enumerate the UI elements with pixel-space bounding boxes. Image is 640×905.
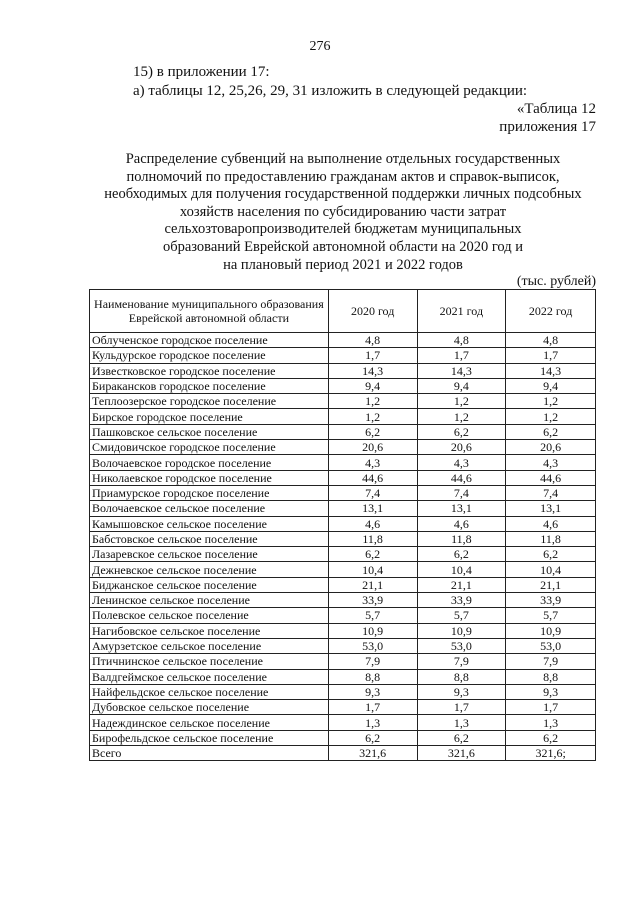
- value-2020: 10,4: [328, 562, 417, 577]
- value-2020: 20,6: [328, 440, 417, 455]
- value-2021: 44,6: [417, 470, 506, 485]
- value-2022: 8,8: [506, 669, 596, 684]
- table-row: [90, 562, 596, 577]
- value-2020: 14,3: [328, 363, 417, 378]
- table-row: [90, 623, 596, 638]
- value-2022: 6,2: [506, 547, 596, 562]
- municipality-name: Пашковское сельское поселение: [90, 424, 329, 439]
- value-2021: 20,6: [417, 440, 506, 455]
- table-row: [90, 608, 596, 623]
- value-2021: 33,9: [417, 593, 506, 608]
- municipality-name: Валдгеймское сельское поселение: [90, 669, 329, 684]
- value-2022: 4,8: [506, 333, 596, 348]
- header-2022: 2022 год: [506, 290, 596, 333]
- value-2021: 11,8: [417, 531, 506, 546]
- table-row: [90, 424, 596, 439]
- municipality-name: Лазаревское сельское поселение: [90, 547, 329, 562]
- value-2021: 6,2: [417, 547, 506, 562]
- value-2020: 1,2: [328, 409, 417, 424]
- table-row: [90, 333, 596, 348]
- table-row: [90, 470, 596, 485]
- municipality-name: Ленинское сельское поселение: [90, 593, 329, 608]
- table-row: [90, 485, 596, 500]
- value-2022: 1,7: [506, 700, 596, 715]
- municipality-name: Смидовичское городское поселение: [90, 440, 329, 455]
- value-2020: 1,2: [328, 394, 417, 409]
- table-row: [90, 378, 596, 393]
- value-2022: 4,3: [506, 455, 596, 470]
- municipality-name: Биракансков городское поселение: [90, 378, 329, 393]
- municipality-name: Бабстовское сельское поселение: [90, 531, 329, 546]
- value-2022: 44,6: [506, 470, 596, 485]
- municipality-name: Приамурское городское поселение: [90, 485, 329, 500]
- value-2021: 21,1: [417, 577, 506, 592]
- table-header-row: [90, 290, 596, 333]
- value-2021: 7,4: [417, 485, 506, 500]
- table-row: [90, 638, 596, 653]
- intro-line-2: а) таблицы 12, 25,26, 29, 31 изложить в следующей редакции:: [133, 83, 528, 99]
- value-2020: 4,8: [328, 333, 417, 348]
- municipality-name: Птичнинское сельское поселение: [90, 654, 329, 669]
- table-row: [90, 669, 596, 684]
- value-2022: 5,7: [506, 608, 596, 623]
- municipality-name: Волочаевское сельское поселение: [90, 501, 329, 516]
- heading-line: на плановый период 2021 и 2022 годов: [223, 256, 463, 273]
- value-2020: 7,4: [328, 485, 417, 500]
- value-2022: 1,7: [506, 348, 596, 363]
- table-row: [90, 730, 596, 745]
- value-2021: 4,3: [417, 455, 506, 470]
- value-2020: 4,6: [328, 516, 417, 531]
- value-2020: 9,3: [328, 684, 417, 699]
- municipality-name: Дубовское сельское поселение: [90, 700, 329, 715]
- municipality-name: Известковское городское поселение: [90, 363, 329, 378]
- value-2020: 6,2: [328, 730, 417, 745]
- value-2022: 4,6: [506, 516, 596, 531]
- value-2022: 9,3: [506, 684, 596, 699]
- value-2021: 1,3: [417, 715, 506, 730]
- value-2020: 1,7: [328, 348, 417, 363]
- table-row: [90, 700, 596, 715]
- value-2022: 10,9: [506, 623, 596, 638]
- municipality-name: Нагибовское сельское поселение: [90, 623, 329, 638]
- value-2021: 14,3: [417, 363, 506, 378]
- municipality-name: Полевское сельское поселение: [90, 608, 329, 623]
- value-2021: 4,8: [417, 333, 506, 348]
- value-2022: 6,2: [506, 424, 596, 439]
- value-2021: 9,3: [417, 684, 506, 699]
- value-2022: 6,2: [506, 730, 596, 745]
- municipality-name: Биджанское сельское поселение: [90, 577, 329, 592]
- municipality-name: Амурзетское сельское поселение: [90, 638, 329, 653]
- value-2020: 11,8: [328, 531, 417, 546]
- table-row: [90, 593, 596, 608]
- value-2022: 9,4: [506, 378, 596, 393]
- value-2020: 6,2: [328, 424, 417, 439]
- table-reference: «Таблица 12: [516, 101, 596, 117]
- table-row: [90, 715, 596, 730]
- municipality-name: Бирофельдское сельское поселение: [90, 730, 329, 745]
- value-2020: 21,1: [328, 577, 417, 592]
- table-row: [90, 394, 596, 409]
- value-2021: 5,7: [417, 608, 506, 623]
- value-2020: 33,9: [328, 593, 417, 608]
- value-2022: 11,8: [506, 531, 596, 546]
- value-2020: 9,4: [328, 378, 417, 393]
- value-2021: 1,2: [417, 409, 506, 424]
- heading-line: Распределение субвенций на выполнение отдельных государственных: [125, 151, 561, 167]
- table-row: [90, 501, 596, 516]
- value-2022: 1,2: [506, 394, 596, 409]
- table-row: [90, 363, 596, 378]
- value-2022: 14,3: [506, 363, 596, 378]
- value-2021: 53,0: [417, 638, 506, 653]
- value-2022: 7,9: [506, 654, 596, 669]
- table-row: [90, 577, 596, 592]
- header-municipality: Наименование муниципального образования Еврейской автономной области: [90, 290, 329, 333]
- value-2021: 1,7: [417, 348, 506, 363]
- heading-line: необходимых для получения государственной поддержки личных подсобных: [104, 186, 582, 203]
- heading-line: сельхозтоваропроизводителей бюджетам муниципальных: [164, 221, 522, 238]
- value-2022: 1,2: [506, 409, 596, 424]
- header-2021: 2021 год: [417, 290, 506, 333]
- value-2020: 8,8: [328, 669, 417, 684]
- value-2020: 10,9: [328, 623, 417, 638]
- value-2020: 7,9: [328, 654, 417, 669]
- municipality-name: Дежневское сельское поселение: [90, 562, 329, 577]
- table-total-row: [90, 746, 596, 761]
- value-2021: 1,7: [417, 700, 506, 715]
- unit-label: (тыс. рублей): [516, 274, 596, 289]
- heading-line: полномочий по предоставлению гражданам актов и справок-выписок,: [126, 168, 560, 185]
- municipality-name: Теплоозерское городское поселение: [90, 394, 329, 409]
- value-2022: 7,4: [506, 485, 596, 500]
- municipality-name: Камышовское сельское поселение: [90, 516, 329, 531]
- value-2020: 1,7: [328, 700, 417, 715]
- municipality-name: Найфельдское сельское поселение: [90, 684, 329, 699]
- municipality-name: Облученское городское поселение: [90, 333, 329, 348]
- value-2021: 6,2: [417, 730, 506, 745]
- value-2022: 13,1: [506, 501, 596, 516]
- table-row: [90, 409, 596, 424]
- total-label: Всего: [90, 746, 329, 761]
- total-2020: 321,6: [328, 746, 417, 761]
- municipality-name: Николаевское городское поселение: [90, 470, 329, 485]
- table-row: [90, 516, 596, 531]
- municipality-name: Надеждинское сельское поселение: [90, 715, 329, 730]
- value-2020: 6,2: [328, 547, 417, 562]
- table-row: [90, 348, 596, 363]
- value-2021: 10,9: [417, 623, 506, 638]
- value-2021: 13,1: [417, 501, 506, 516]
- table-row: [90, 684, 596, 699]
- table-row: [90, 547, 596, 562]
- total-2021: 321,6: [417, 746, 506, 761]
- value-2022: 33,9: [506, 593, 596, 608]
- value-2022: 10,4: [506, 562, 596, 577]
- value-2021: 4,6: [417, 516, 506, 531]
- value-2022: 53,0: [506, 638, 596, 653]
- subvention-table: [89, 289, 596, 761]
- value-2021: 1,2: [417, 394, 506, 409]
- heading-line: образований Еврейской автономной области на 2020 год и: [162, 238, 524, 255]
- value-2021: 9,4: [417, 378, 506, 393]
- municipality-name: Кульдурское городское поселение: [90, 348, 329, 363]
- value-2021: 7,9: [417, 654, 506, 669]
- value-2020: 5,7: [328, 608, 417, 623]
- value-2022: 20,6: [506, 440, 596, 455]
- value-2020: 1,3: [328, 715, 417, 730]
- appendix-reference: приложения 17: [499, 119, 596, 135]
- heading-line: хозяйств населения по субсидированию части затрат: [179, 203, 507, 220]
- municipality-name: Волочаевское городское поселение: [90, 455, 329, 470]
- table-body: [90, 333, 596, 761]
- table-row: [90, 654, 596, 669]
- value-2022: 21,1: [506, 577, 596, 592]
- value-2021: 6,2: [417, 424, 506, 439]
- value-2020: 4,3: [328, 455, 417, 470]
- header-2020: 2020 год: [328, 290, 417, 333]
- total-2022: 321,6;: [506, 746, 596, 761]
- value-2021: 8,8: [417, 669, 506, 684]
- value-2020: 53,0: [328, 638, 417, 653]
- value-2020: 44,6: [328, 470, 417, 485]
- table-heading: [90, 151, 596, 274]
- table-row: [90, 531, 596, 546]
- page-number: 276: [309, 39, 331, 54]
- value-2020: 13,1: [328, 501, 417, 516]
- value-2021: 10,4: [417, 562, 506, 577]
- table-row: [90, 455, 596, 470]
- table-row: [90, 440, 596, 455]
- value-2022: 1,3: [506, 715, 596, 730]
- municipality-name: Бирское городское поселение: [90, 409, 329, 424]
- intro-line-1: 15) в приложении 17:: [133, 64, 270, 80]
